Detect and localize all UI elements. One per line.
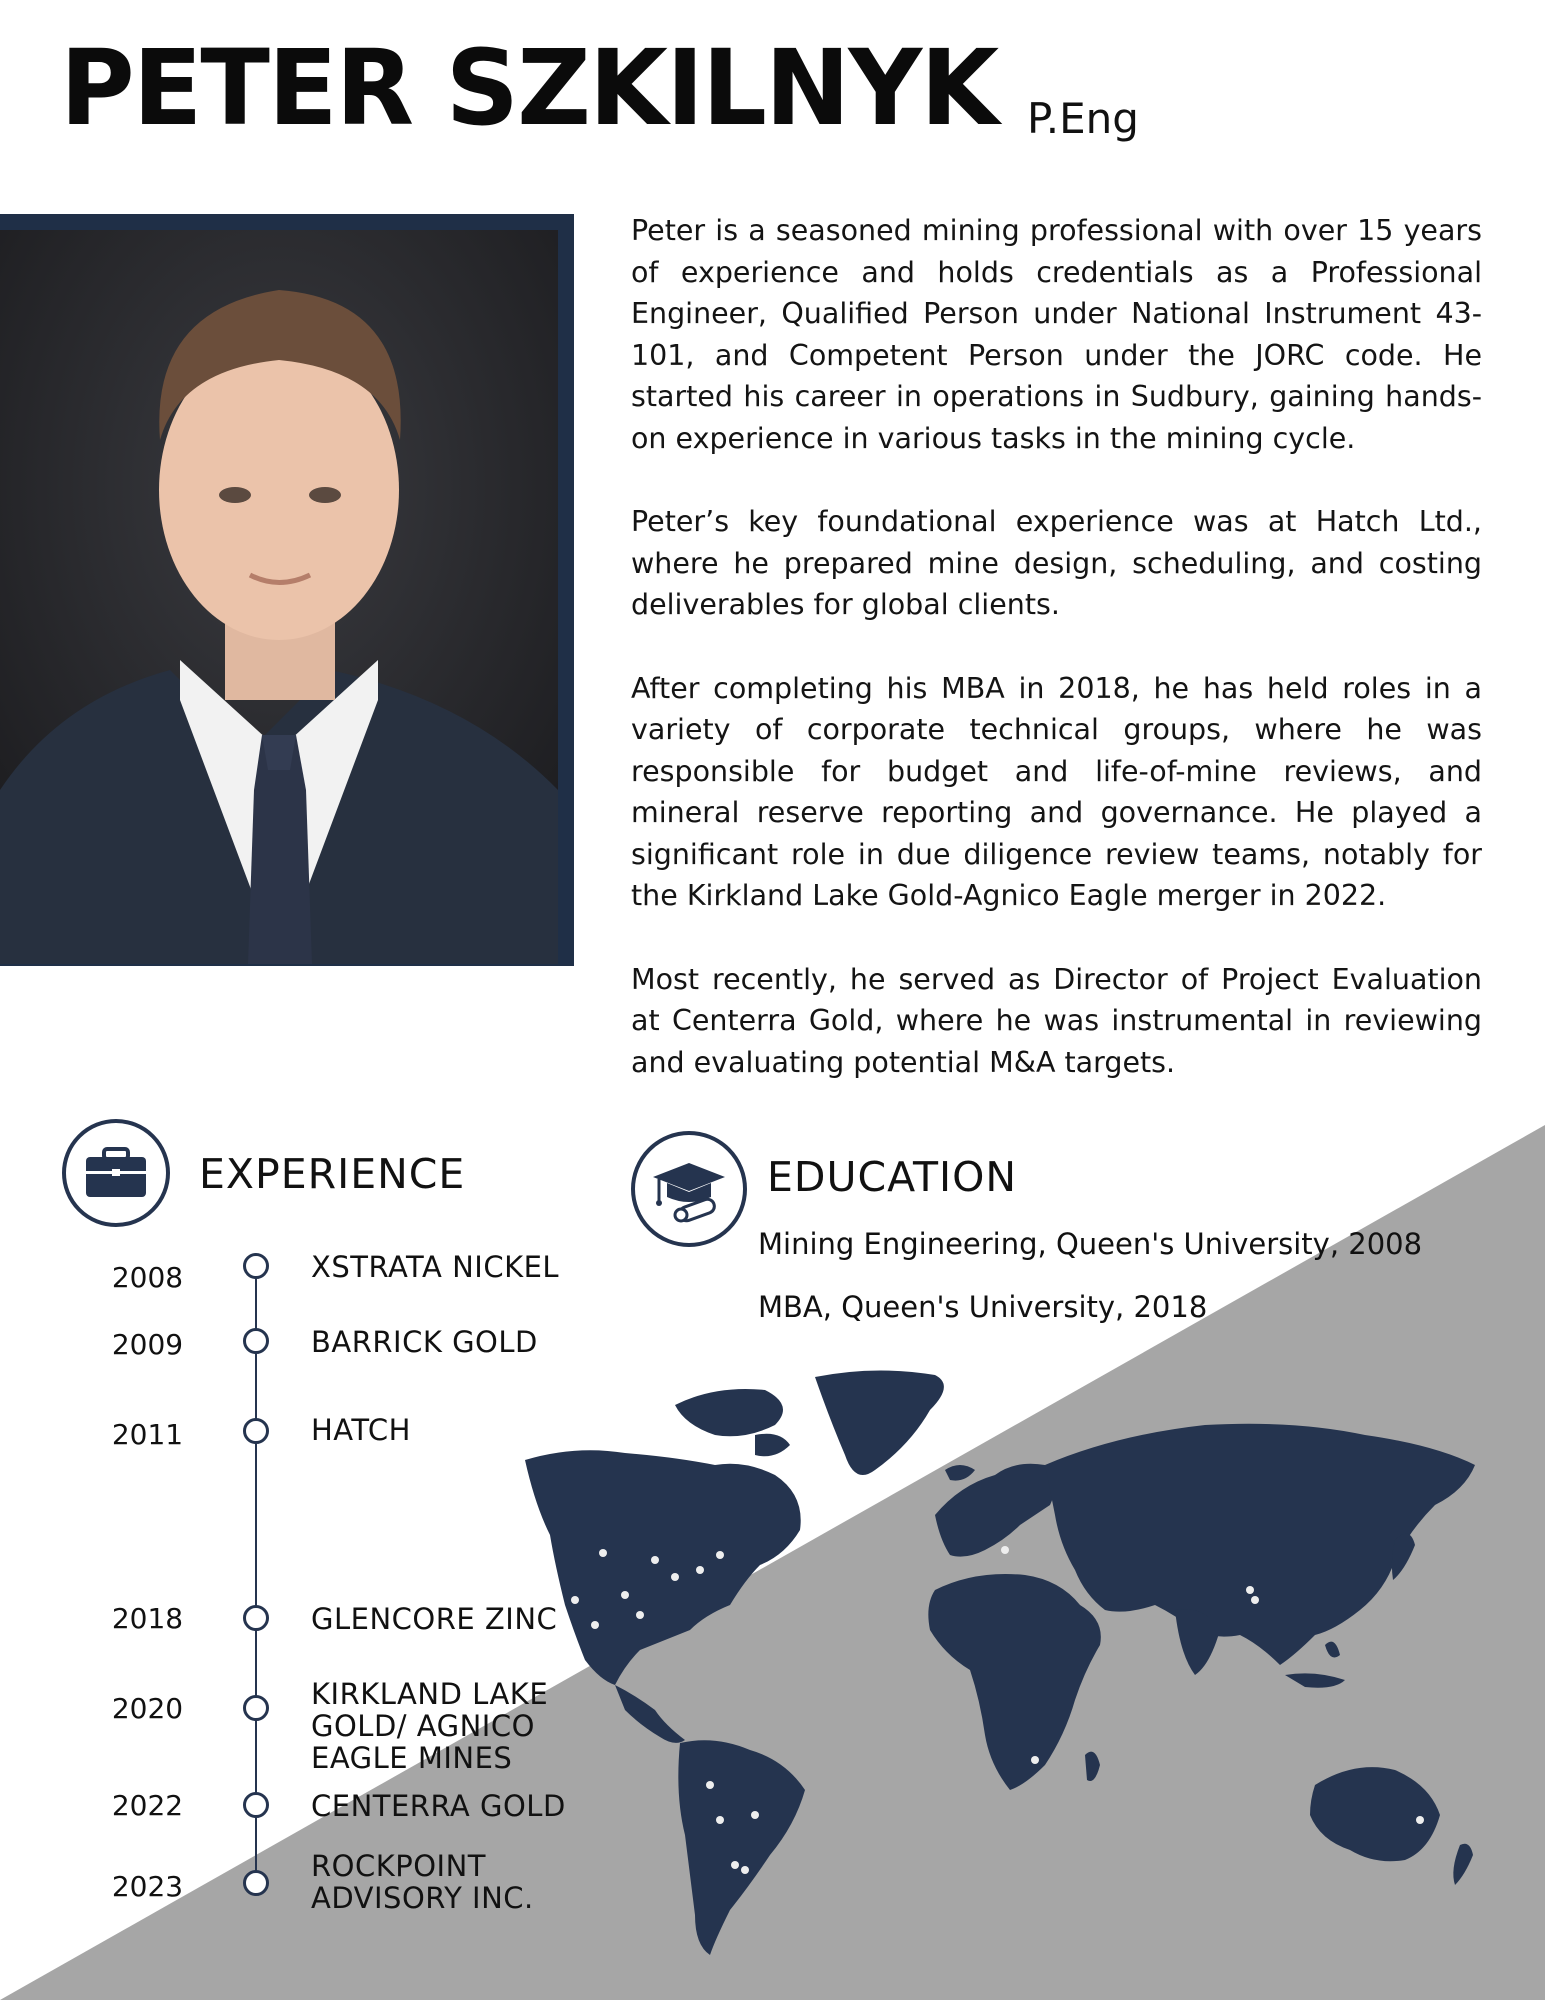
timeline-company: BARRICK GOLD — [311, 1325, 538, 1359]
portrait-photo — [0, 214, 574, 966]
timeline-dot — [243, 1605, 269, 1631]
briefcase-icon — [62, 1119, 170, 1227]
timeline-dot — [243, 1870, 269, 1896]
timeline-year: 2022 — [111, 1789, 184, 1822]
timeline-line — [255, 1265, 257, 1882]
timeline-dot — [243, 1695, 269, 1721]
timeline-year: 2020 — [111, 1692, 184, 1725]
bio-paragraph: Peter is a seasoned mining professional with over 15 years of experience and holds credentials as a Professional Engineer, Qualified Person under National Instrument 43-101, and Competent Person under the JORC code. He started his career in operations in Sudbury, gaining hands-on experience in various tasks in the mining cycle. — [631, 214, 1482, 455]
timeline-dot — [243, 1418, 269, 1444]
biography — [631, 210, 1482, 1125]
timeline-year: 2018 — [111, 1602, 184, 1635]
timeline-company: CENTERRA GOLD — [311, 1789, 566, 1823]
timeline-company: KIRKLAND LAKE GOLD/ AGNICO EAGLE MINES — [311, 1677, 549, 1775]
timeline-year: 2008 — [111, 1261, 184, 1294]
timeline-year: 2023 — [111, 1870, 184, 1903]
name-heading: PETER SZKILNYK — [60, 27, 998, 149]
timeline-company: GLENCORE ZINC — [311, 1602, 558, 1636]
bio-paragraph: Peter’s key foundational experience was at Hatch Ltd., where he prepared mine design, scheduling, and costing deliverables for global clients. — [631, 505, 1482, 621]
timeline-company: ROCKPOINT ADVISORY INC. — [311, 1849, 534, 1915]
education-title: EDUCATION — [767, 1153, 1018, 1201]
bio-paragraph: After completing his MBA in 2018, he has held roles in a variety of corporate technical groups, where he was responsible for budget and life-of-mine reviews, and mineral reserve reporting and governance. He played a significant role in due diligence review teams, notably for the Kirkland Lake Gold-Agnico Eagle merger in 2022. — [631, 671, 1482, 912]
bio-paragraph: Most recently, he served as Director of Project Evaluation at Centerra Gold, where he was instrumental in reviewing and evaluating potential M&A targets. — [631, 962, 1482, 1079]
timeline-company: XSTRATA NICKEL — [311, 1250, 560, 1284]
timeline-year: 2009 — [111, 1328, 184, 1361]
timeline-dot — [243, 1792, 269, 1818]
timeline-year: 2011 — [111, 1418, 184, 1451]
timeline-dot — [243, 1328, 269, 1354]
timeline-company: HATCH — [311, 1413, 411, 1447]
education-item: MBA, Queen's University, 2018 — [758, 1290, 1208, 1324]
world-map — [515, 1365, 1505, 1965]
person-portrait — [0, 230, 558, 964]
education-item: Mining Engineering, Queen's University, 2008 — [758, 1227, 1423, 1261]
experience-title: EXPERIENCE — [199, 1150, 466, 1198]
timeline-dot — [243, 1253, 269, 1279]
graduation-cap-icon — [631, 1131, 747, 1247]
credential: P.Eng — [1027, 94, 1139, 143]
